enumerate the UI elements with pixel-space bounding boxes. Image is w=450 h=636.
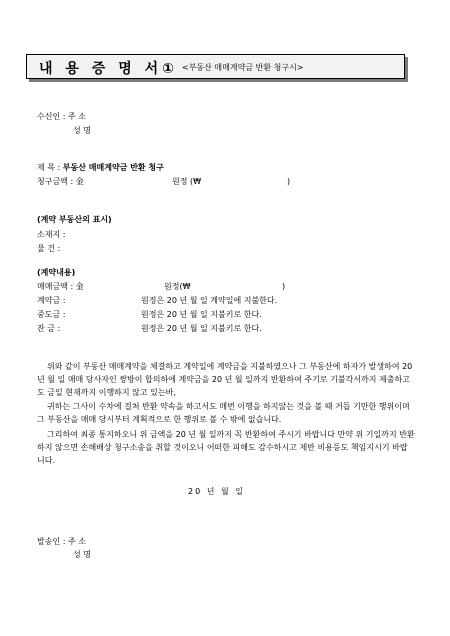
deposit-text: 원정은 20 년 월 일 계약일에 지불한다. (141, 296, 278, 305)
body-paragraph-1: 위와 같이 부동산 매매계약을 체결하고 계약일에 계약금을 지불하였으나 그 부동산에 하자가 발생하여 20 년 월 일 매매 당사자인 쌍방이 합의하에 계약금을 20 년 월 일까지 반환하여 주기로 기불각서까지 제출하고도 금일 현재까지 이행하지 않고 있는바, (37, 362, 413, 397)
contract-price-won: 원정(₩ (164, 282, 191, 291)
subject-line (37, 163, 164, 173)
balance-text: 원정은 20 년 월 일 지불키로 한다. (141, 324, 262, 333)
recipient-name-label: 성 명 (73, 126, 91, 135)
property-item-label: 물 건 : (37, 244, 61, 253)
subject-value: 부동산 매매계약금 반환 청구 (62, 163, 164, 172)
title-box (26, 54, 405, 79)
recipient-address-label: 수신인 : 주 소 (37, 112, 86, 121)
deposit-label: 계약금 : (37, 296, 66, 305)
body-paragraph-2: 귀하는 그사이 수차에 걸쳐 반환 약속을 하고서도 매번 이행을 하지않는 것을 볼 때 거듭 기만한 행위이며 그 부동산을 매매 당시부터 계획적으로 한 행위로 볼 수 밖에 없습니다. (37, 402, 410, 424)
contract-price-label: 매매금액 : 金 (37, 282, 84, 291)
document-subtitle: <부동산 매매계약금 반환 청구시> (182, 63, 304, 72)
property-heading: (계약 부동산의 표시) (37, 215, 112, 224)
document-title: 내 용 증 명 서① (39, 61, 178, 77)
subject-label: 제 목 : (37, 163, 61, 172)
balance-label: 잔 금 : (37, 324, 61, 333)
claim-won-label: 원정 (₩ (172, 177, 202, 186)
contract-heading: (계약내용) (37, 268, 76, 277)
property-location-label: 소재지 : (37, 230, 66, 239)
sender-name-label: 성 명 (73, 550, 91, 559)
body-paragraph-3: 그리하여 최종 통지하오니 위 금액을 20 년 월 일까지 꼭 반환하여 주시기 바랍니다 만약 위 기일까지 반환하지 않으면 손해배상 청구소송을 취할 것이오니 어떠한 피해도 감수하시고 제반 비용등도 책임지시기 바랍니다. (37, 430, 415, 465)
contract-price-close: ) (282, 282, 286, 291)
claim-close-paren: ) (287, 177, 291, 186)
sender-address-label: 발송인 : 주 소 (37, 537, 86, 546)
interim-payment-text: 원정은 20 년 월 일 지불키로 한다. (141, 310, 262, 319)
claim-amount-label: 청구금액 : 金 (37, 177, 84, 186)
interim-payment-label: 중도금 : (37, 310, 66, 319)
document-date: 20 년 월 일 (188, 487, 245, 496)
